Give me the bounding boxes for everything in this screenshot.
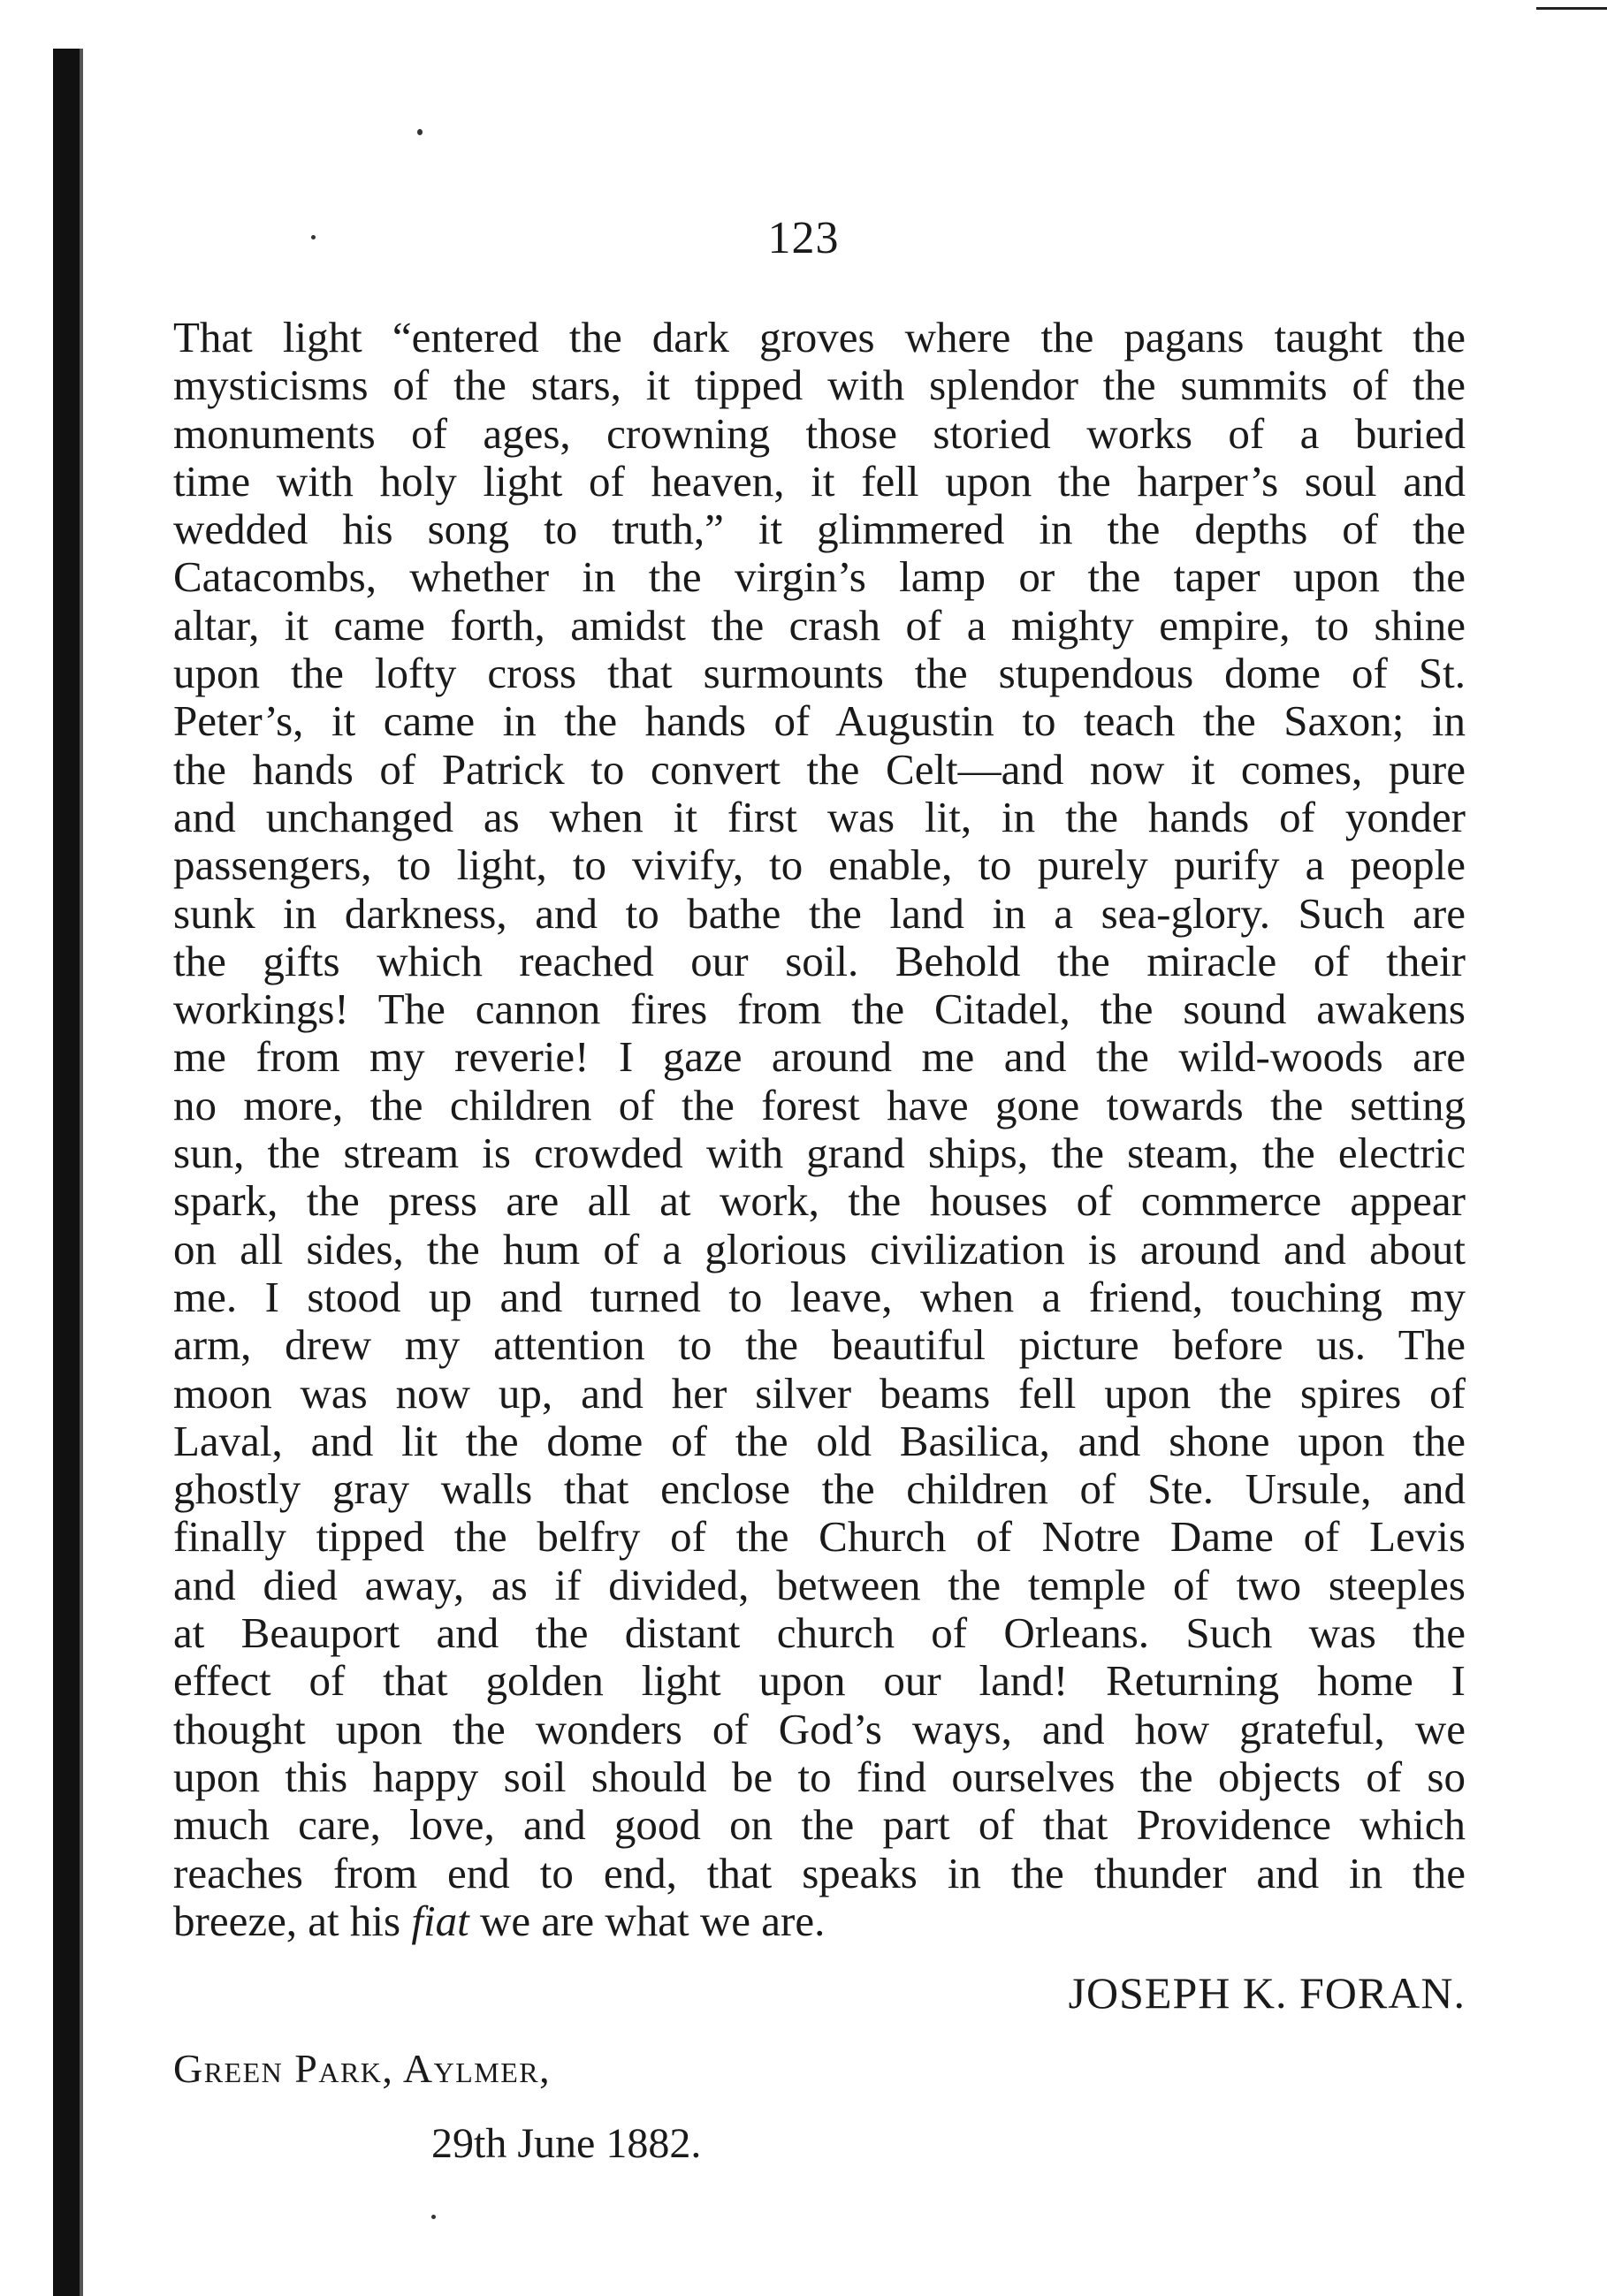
text-line: Laval, and lit the dome of the old Basilica, and shone upon the — [173, 1416, 1466, 1465]
text-line: and died away, as if divided, between the temple of two steeples — [173, 1560, 1466, 1609]
scan-speck — [417, 129, 423, 135]
top-corner-rule — [1536, 7, 1607, 10]
text-line: me from my reverie! I gaze around me and the wild-woods are — [173, 1032, 1466, 1082]
text-line: time with holy light of heaven, it fell upon the harper’s soul and — [173, 456, 1466, 506]
text-line: Peter’s, it came in the hands of Augustin to teach the Saxon; in — [173, 696, 1466, 746]
text-line: the gifts which reached our soil. Behold the miracle of their — [173, 936, 1466, 985]
text-line: upon the lofty cross that surmounts the stupendous dome of St. — [173, 649, 1466, 698]
text-line: and unchanged as when it first was lit, in the hands of yonder — [173, 792, 1466, 841]
text-line: passengers, to light, to vivify, to enable, to purely purify a people — [173, 840, 1466, 890]
place-line: Green Park, Aylmer, — [173, 2046, 552, 2091]
author-signature: JOSEPH K. FORAN. — [1068, 1968, 1466, 2018]
text-line: ghostly gray walls that enclose the children of Ste. Ursule, and — [173, 1464, 1466, 1514]
text-line: the hands of Patrick to convert the Celt—and now it comes, pure — [173, 744, 1466, 794]
date-line: 29th June 1882. — [431, 2120, 702, 2167]
text-line: effect of that golden light upon our land! Returning home I — [173, 1656, 1466, 1706]
body-text — [173, 314, 1466, 1945]
text-line: workings! The cannon fires from the Citadel, the sound awakens — [173, 985, 1466, 1034]
text-line-last — [173, 1897, 1466, 1945]
text-line: sun, the stream is crowded with grand ships, the steam, the electric — [173, 1129, 1466, 1178]
text-line: wedded his song to truth,” it glimmered in the depths of the — [173, 505, 1466, 554]
text-line: That light “entered the dark groves where the pagans taught the — [173, 313, 1466, 361]
text-line: finally tipped the belfry of the Church of Notre Dame of Levis — [173, 1512, 1466, 1562]
last-line-end: we are what we are. — [468, 1896, 826, 1945]
text-line: arm, drew my attention to the beautiful picture before us. The — [173, 1320, 1466, 1370]
text-line: me. I stood up and turned to leave, when a friend, touching my — [173, 1272, 1466, 1321]
text-line: altar, it came forth, amidst the crash of a mighty empire, to shine — [173, 600, 1466, 650]
binding-shadow — [53, 49, 80, 2296]
text-line: upon this happy soil should be to find ourselves the objects of so — [173, 1752, 1466, 1801]
last-line-start: breeze, at his — [173, 1896, 401, 1945]
text-line: monuments of ages, crowning those storied works of a buried — [173, 408, 1466, 458]
text-line: thought upon the wonders of God’s ways, and how grateful, we — [173, 1704, 1466, 1753]
binding-edge — [80, 49, 83, 2296]
text-line: Catacombs, whether in the virgin’s lamp or the taper upon the — [173, 552, 1466, 602]
scan-speck — [431, 2215, 436, 2219]
text-line: reaches from end to end, that speaks in the thunder and in the — [173, 1848, 1466, 1897]
text-line: much care, love, and good on the part of that Providence which — [173, 1800, 1466, 1850]
text-line: on all sides, the hum of a glorious civilization is around and about — [173, 1224, 1466, 1273]
text-line: mysticisms of the stars, it tipped with splendor the summits of the — [173, 361, 1466, 410]
text-line: at Beauport and the distant church of Orleans. Such was the — [173, 1608, 1466, 1658]
text-line: no more, the children of the forest have gone towards the setting — [173, 1080, 1466, 1129]
text-line: moon was now up, and her silver beams fell upon the spires of — [173, 1368, 1466, 1418]
page-number: 123 — [767, 213, 840, 263]
text-line: sunk in darkness, and to bathe the land in a sea-glory. Such are — [173, 888, 1466, 938]
text-line: spark, the press are all at work, the houses of commerce appear — [173, 1176, 1466, 1226]
fiat-italic: fiat — [411, 1896, 469, 1945]
